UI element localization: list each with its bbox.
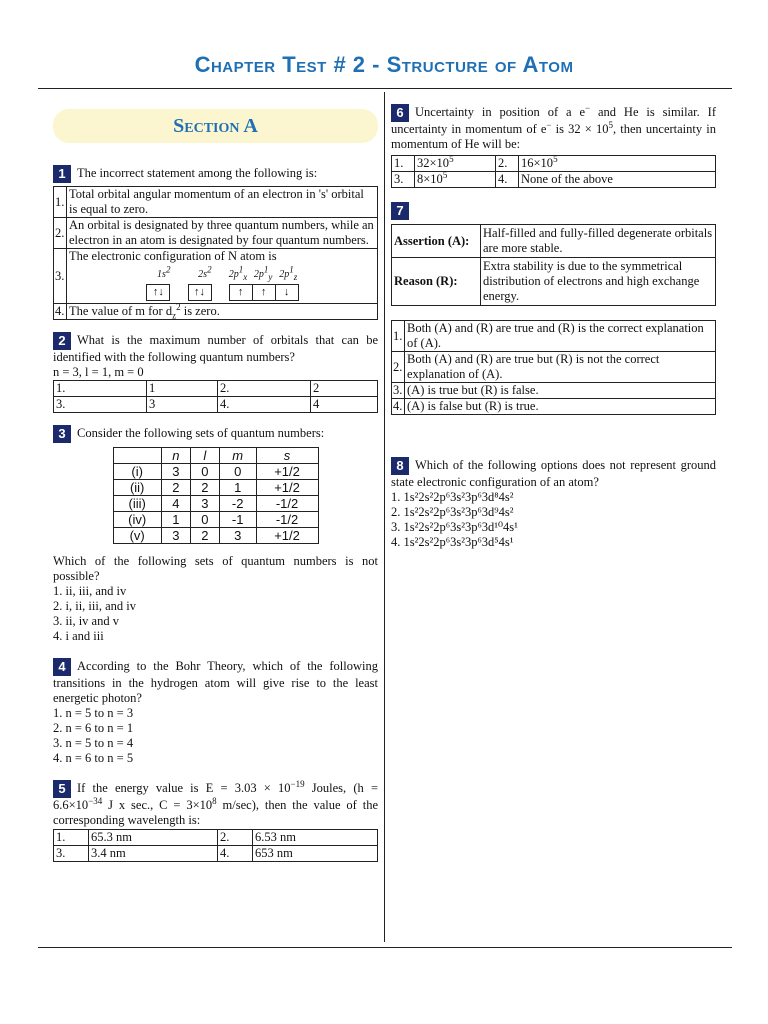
table-cell: 3 bbox=[219, 528, 256, 544]
table-cell: (v) bbox=[113, 528, 161, 544]
orbital-label: $2p^1_x$ bbox=[228, 264, 248, 282]
option-item[interactable]: 2. i, ii, iii, and iv bbox=[53, 599, 136, 613]
table-cell: -1/2 bbox=[256, 512, 318, 528]
option-row[interactable] bbox=[392, 352, 716, 383]
reason-text: Extra stability is due to the symmetrical distribution of electrons and high exchange energy. bbox=[481, 258, 716, 306]
option-text: The value of m for $d_z^2$ is zero. bbox=[67, 304, 378, 320]
right-column bbox=[391, 96, 716, 550]
table-cell: 3 bbox=[161, 464, 190, 480]
question-text: Uncertainty in position of a e− and He is similar. If uncertainty in momentum of e− is $32 \times 10^5$, then uncertainty in momentum of He will be: bbox=[391, 102, 716, 151]
option-item[interactable]: 2. n = 6 to n = 1 bbox=[53, 721, 134, 735]
q1-options bbox=[53, 186, 378, 320]
column-divider bbox=[384, 92, 385, 942]
option-text: Both (A) and (R) are true but (R) is not the correct explanation of (A). bbox=[405, 352, 716, 383]
option-number: 4. bbox=[218, 846, 253, 862]
orbital-boxes bbox=[69, 284, 375, 301]
option-number: 3. bbox=[54, 846, 89, 862]
table-cell: 2 bbox=[190, 528, 219, 544]
option-text: 1 bbox=[147, 381, 218, 397]
option-number: 2. bbox=[54, 218, 67, 249]
column-header: m bbox=[219, 448, 256, 464]
option-number: 1. bbox=[54, 381, 147, 397]
table-cell: 2 bbox=[161, 480, 190, 496]
q7-options bbox=[391, 320, 716, 415]
table-cell: 1 bbox=[219, 480, 256, 496]
option-text: Total orbital angular momentum of an electron in 's' orbital is equal to zero. bbox=[67, 187, 378, 218]
option-text: 6.53 nm bbox=[253, 830, 378, 846]
option-row[interactable] bbox=[54, 249, 378, 304]
option-text: (A) is false but (R) is true. bbox=[405, 399, 716, 415]
option-number: 4. bbox=[54, 304, 67, 320]
option-row[interactable] bbox=[54, 830, 378, 846]
option-text: None of the above bbox=[519, 172, 716, 188]
option-number: 3. bbox=[392, 172, 415, 188]
option-text: 3.4 nm bbox=[89, 846, 218, 862]
option-row[interactable] bbox=[392, 399, 716, 415]
bottom-divider bbox=[38, 947, 732, 948]
column-header: s bbox=[256, 448, 318, 464]
up-arrow-icon: ↑ bbox=[229, 284, 253, 301]
table-cell: (ii) bbox=[113, 480, 161, 496]
table-cell: 1 bbox=[161, 512, 190, 528]
section-heading: Section A bbox=[53, 109, 378, 143]
q6-options bbox=[391, 155, 716, 188]
q5-options bbox=[53, 829, 378, 862]
option-row[interactable] bbox=[392, 321, 716, 352]
table-row bbox=[113, 480, 318, 496]
question-4 bbox=[53, 658, 378, 706]
option-number: 2. bbox=[218, 381, 311, 397]
down-arrow-icon: ↓ bbox=[275, 284, 299, 301]
option-number: 1. bbox=[54, 187, 67, 218]
option-row[interactable] bbox=[54, 846, 378, 862]
option-item[interactable]: 1. n = 5 to n = 3 bbox=[53, 706, 134, 720]
table-header-row bbox=[113, 448, 318, 464]
option-item[interactable]: 1. 1s²2s²2p⁶3s²3p⁶3d⁸4s² bbox=[391, 490, 514, 504]
orbital-labels bbox=[69, 266, 375, 282]
question-2 bbox=[53, 332, 378, 380]
top-divider bbox=[38, 88, 732, 89]
orbital-label: $2p^1_z$ bbox=[279, 264, 298, 282]
question-text: If the energy value is $E = 3.03 \times 10^{-19}$ Joules, ($h = 6.6\times 10^{-34}$ J x sec., $C = 3\times 10^8$ m/sec), then the value of the corresponding wavelength is: bbox=[53, 778, 378, 827]
option-text: 65.3 nm bbox=[89, 830, 218, 846]
table-row bbox=[113, 512, 318, 528]
option-number: 2. bbox=[218, 830, 253, 846]
option-item[interactable]: 4. n = 6 to n = 5 bbox=[53, 751, 134, 765]
page-title: Chapter Test # 2 - Structure of Atom bbox=[194, 52, 574, 77]
option-text: Both (A) and (R) are true and (R) is the correct explanation of (A). bbox=[405, 321, 716, 352]
assertion-text: Half-filled and fully-filled degenerate orbitals are more stable. bbox=[481, 225, 716, 258]
question-text: Consider the following sets of quantum numbers: bbox=[77, 425, 325, 440]
option-text: 3 bbox=[147, 397, 218, 413]
quantum-numbers-table bbox=[113, 447, 319, 544]
table-cell: 4 bbox=[161, 496, 190, 512]
table-cell: 0 bbox=[190, 464, 219, 480]
question-text: According to the Bohr Theory, which of the following transitions in the hydrogen atom will give rise to the least energetic photon? bbox=[53, 658, 378, 705]
option-item[interactable]: 2. 1s²2s²2p⁶3s²3p⁶3d⁹4s² bbox=[391, 505, 514, 519]
option-text: $32\times 10^5$ bbox=[415, 156, 496, 172]
up-arrow-icon: ↑ bbox=[252, 284, 276, 301]
option-cell bbox=[67, 249, 378, 304]
reason-row bbox=[392, 258, 716, 306]
question-number: 6 bbox=[391, 104, 409, 122]
option-item[interactable]: 3. 1s²2s²2p⁶3s²3p⁶3d¹⁰4s¹ bbox=[391, 520, 518, 534]
quantum-condition: n = 3, l = 1, m = 0 bbox=[53, 365, 144, 379]
option-row[interactable] bbox=[54, 397, 378, 413]
option-number: 4. bbox=[496, 172, 519, 188]
option-row[interactable] bbox=[392, 156, 716, 172]
option-number: 1. bbox=[392, 156, 415, 172]
option-item[interactable]: 1. ii, iii, and iv bbox=[53, 584, 127, 598]
table-cell: 0 bbox=[190, 512, 219, 528]
question-3 bbox=[53, 425, 378, 443]
question-text: The incorrect statement among the following is: bbox=[77, 165, 318, 180]
table-cell: 3 bbox=[161, 528, 190, 544]
option-row[interactable] bbox=[392, 383, 716, 399]
table-cell: +1/2 bbox=[256, 464, 318, 480]
question-5 bbox=[53, 780, 378, 828]
question-number: 4 bbox=[53, 658, 71, 676]
option-number: 2. bbox=[496, 156, 519, 172]
option-text: (A) is true but (R) is false. bbox=[405, 383, 716, 399]
column-header bbox=[113, 448, 161, 464]
option-row[interactable] bbox=[54, 218, 378, 249]
option-item[interactable]: 3. n = 5 to n = 4 bbox=[53, 736, 134, 750]
paired-arrows-icon: ↑↓ bbox=[146, 284, 170, 301]
question-text: Which of the following options does not represent ground state electronic configuration of an atom? bbox=[391, 457, 716, 489]
table-cell: 3 bbox=[190, 496, 219, 512]
option-number: 1. bbox=[392, 321, 405, 352]
option-number: 3. bbox=[54, 249, 67, 304]
paired-arrows-icon: ↑↓ bbox=[188, 284, 212, 301]
reason-label: Reason (R): bbox=[392, 258, 481, 306]
option-text: $16\times 10^5$ bbox=[519, 156, 716, 172]
table-cell: -1 bbox=[219, 512, 256, 528]
table-cell: 0 bbox=[219, 464, 256, 480]
option-row[interactable] bbox=[54, 304, 378, 320]
option-text: The electronic configuration of N atom is bbox=[69, 249, 277, 263]
table-cell: (iii) bbox=[113, 496, 161, 512]
column-header: l bbox=[190, 448, 219, 464]
question-number: 8 bbox=[391, 457, 409, 475]
option-number: 3. bbox=[54, 397, 147, 413]
option-number: 3. bbox=[392, 383, 405, 399]
question-number: 3 bbox=[53, 425, 71, 443]
orbital-label: $2p^1_y$ bbox=[253, 264, 273, 282]
option-text: An orbital is designated by three quantum numbers, while an electron in an atom is designated by four quantum numbers. bbox=[67, 218, 378, 249]
table-row bbox=[113, 528, 318, 544]
option-number: 1. bbox=[54, 830, 89, 846]
question-number: 7 bbox=[391, 202, 409, 220]
question-number: 5 bbox=[53, 780, 71, 798]
table-cell: 2 bbox=[190, 480, 219, 496]
column-header: n bbox=[161, 448, 190, 464]
option-item[interactable]: 4. 1s²2s²2p⁶3s²3p⁶3d⁵4s¹ bbox=[391, 535, 514, 549]
question-text: What is the maximum number of orbitals that can be identified with the following quantum numbers? bbox=[53, 332, 378, 364]
left-column bbox=[53, 96, 378, 862]
option-text: 653 nm bbox=[253, 846, 378, 862]
assertion-reason-table bbox=[391, 224, 716, 306]
question-6 bbox=[391, 104, 716, 152]
question-1 bbox=[53, 165, 378, 183]
table-cell: (i) bbox=[113, 464, 161, 480]
option-item[interactable]: 4. i and iii bbox=[53, 629, 104, 643]
option-text: 2 bbox=[311, 381, 378, 397]
option-row[interactable] bbox=[54, 187, 378, 218]
question-text: Which of the following sets of quantum numbers is not possible? bbox=[53, 554, 378, 583]
orbital-label: $1s^2$ bbox=[157, 264, 171, 280]
question-number: 2 bbox=[53, 332, 71, 350]
table-cell: (iv) bbox=[113, 512, 161, 528]
assertion-label: Assertion (A): bbox=[392, 225, 481, 258]
table-row bbox=[113, 496, 318, 512]
option-number: 4. bbox=[218, 397, 311, 413]
question-8 bbox=[391, 457, 716, 490]
table-row bbox=[113, 464, 318, 480]
question-7 bbox=[391, 202, 716, 220]
option-text: $8\times 10^5$ bbox=[415, 172, 496, 188]
question-number: 1 bbox=[53, 165, 71, 183]
option-row[interactable] bbox=[54, 381, 378, 397]
option-row[interactable] bbox=[392, 172, 716, 188]
option-text: 4 bbox=[311, 397, 378, 413]
option-item[interactable]: 3. ii, iv and v bbox=[53, 614, 119, 628]
option-number: 2. bbox=[392, 352, 405, 383]
table-cell: -1/2 bbox=[256, 496, 318, 512]
option-number: 4. bbox=[392, 399, 405, 415]
table-cell: -2 bbox=[219, 496, 256, 512]
q2-options bbox=[53, 380, 378, 413]
orbital-label: $2s^2$ bbox=[198, 264, 212, 280]
table-cell: +1/2 bbox=[256, 528, 318, 544]
table-cell: +1/2 bbox=[256, 480, 318, 496]
assertion-row bbox=[392, 225, 716, 258]
